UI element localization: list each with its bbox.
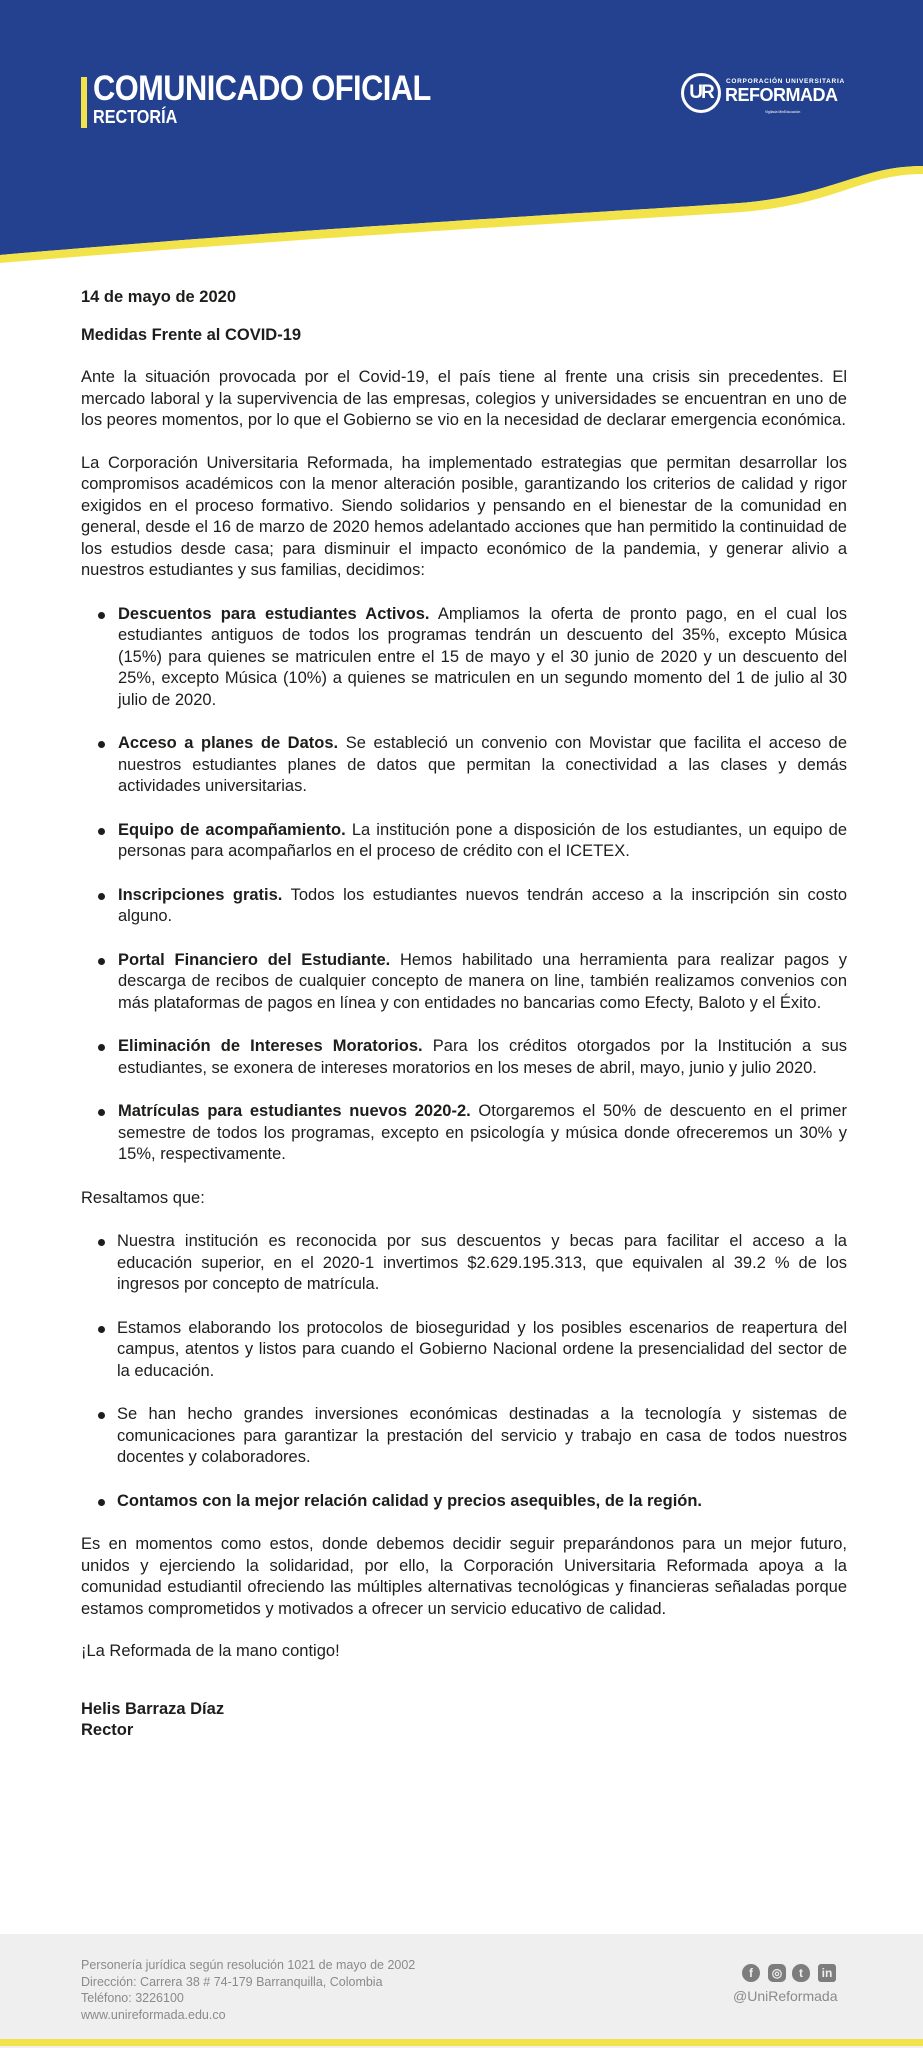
measure-title: Acceso a planes de Datos. [118, 734, 339, 752]
measure-text: Para los créditos otorgados por la Institución a sus estudiantes, se exonera de intereses moratorios en los meses de abril, mayo, junio y julio 2020. [118, 1037, 847, 1077]
title-accent-bar [81, 77, 87, 128]
logo-name: REFORMADA [725, 85, 838, 105]
measures-list [81, 604, 847, 1166]
signature-name: Helis Barraza Díaz [81, 1699, 225, 1718]
facebook-icon[interactable]: f [742, 1964, 760, 1982]
highlights-intro: Resaltamos que: [81, 1188, 205, 1207]
measure-item [81, 885, 847, 928]
logo-top-text: CORPORACIÓN UNIVERSITARIA [726, 78, 845, 85]
measure-text: Hemos habilitado una herramienta para realizar pagos y descarga de recibos de cualquier concepto de manera on line, también realizamos convenios con más plataformas de pagos en línea y con entidades no bancarias como Efecty, Baloto y el Éxito. [118, 950, 848, 1012]
footer-address: Dirección: Carrera 38 # 74-179 Barranquilla, Colombia [81, 1974, 383, 1989]
highlights-list [81, 1231, 847, 1512]
university-logo[interactable] [681, 73, 846, 117]
header-banner [0, 0, 923, 270]
measure-text: Todos los estudiantes nuevos tendrán acceso a la inscripción sin costo alguno. [118, 885, 847, 925]
footer-phone: Teléfono: 3226100 [81, 1991, 184, 2005]
intro-paragraph-2: La Corporación Universitaria Reformada, ha implementado estrategias que permitan desarrollar los compromisos académicos con la menor alteración posible, garantizando los criterios de calidad y rigor exigidos en el proceso formativo. Siendo solidarios y pensando en el bienestar de la comunidad en general, desde el 16 de marzo de 2020 hemos adelantado acciones que han permitido la continuidad de los estudios desde casa; para disminuir el impacto económico de la pandemia, y generar alivio a nuestros estudiantes y sus familias, decidimos: [81, 453, 847, 579]
letter-subject: Medidas Frente al COVID-19 [81, 325, 302, 344]
highlight-item: Estamos elaborando los protocolos de bioseguridad y los posibles escenarios de reapertura del campus, atentos y listos para cuando el Gobierno Nacional ordene la presencialidad del sector de la educación. [81, 1318, 847, 1383]
footer-legal: Personería jurídica según resolución 1021 de mayo de 2002 [81, 1958, 416, 1972]
logo-tagline: Vigilada MinEducación [765, 110, 801, 114]
intro-paragraph-1: Ante la situación provocada por el Covid-19, el país tiene al frente una crisis sin precedentes. El mercado laboral y la supervivencia de las empresas, colegios y universidades se encuentran en uno de los peores momentos, por lo que el Gobierno se vio en la necesidad de declarar emergencia económica. [81, 368, 847, 429]
measure-text: La institución pone a disposición de los estudiantes, un equipo de personas para acompañarlos en el proceso de crédito con el ICETEX. [118, 820, 847, 860]
measure-title: Eliminación de Intereses Moratorios. [118, 1037, 423, 1055]
social-icons [742, 1964, 842, 1984]
measure-item [81, 1101, 847, 1166]
instagram-icon[interactable]: ◎ [768, 1964, 786, 1982]
motto: ¡La Reformada de la mano contigo! [81, 1642, 340, 1660]
highlight-item: Se han hecho grandes inversiones económicas destinadas a la tecnología y sistemas de comunicaciones para garantizar la prestación del servicio y trabajo en casa de todos nuestros docentes y colaboradores. [81, 1404, 847, 1469]
measure-title: Inscripciones gratis. [118, 885, 283, 904]
page-subtitle: RECTORÍA [93, 107, 178, 127]
measure-title: Portal Financiero del Estudiante. [118, 950, 391, 969]
measure-text: Se estableció un convenio con Movistar que facilita el acceso de nuestros estudiantes planes de datos que permitan la conectividad a las clases y demás actividades universitarias. [118, 734, 848, 795]
measure-text: Ampliamos la oferta de pronto pago, en el cual los estudiantes antiguos de todos los programas tendrán un descuento del 35%, excepto Música (15%) para quienes se matriculen entre el 15 de mayo y el 30 junio de 2020 y un descuento del 25%, excepto Música (10%) a quienes se matriculen en un segundo momento del 1 de julio al 30 julio de 2020. [118, 604, 848, 709]
measure-item [81, 733, 847, 798]
footer-info [81, 1957, 415, 2023]
measure-item [81, 950, 847, 1015]
logo-mark: UR [689, 82, 713, 103]
page-title: COMUNICADO OFICIAL [93, 69, 431, 108]
letter-date: 14 de mayo de 2020 [81, 288, 237, 306]
measure-title: Equipo de acompañamiento. [118, 820, 346, 839]
measure-item [81, 1036, 847, 1079]
measure-title: Descuentos para estudiantes Activos. [118, 604, 430, 623]
letter-body [81, 287, 847, 1742]
highlight-item: Nuestra institución es reconocida por sus descuentos y becas para facilitar el acceso a la educación superior, en el 2020-1 invertimos $2.629.195.313, que equivalen al 39.2 % de los ingresos por concepto de matrícula. [81, 1231, 847, 1296]
measure-title: Matrículas para estudiantes nuevos 2020-2. [118, 1102, 471, 1120]
signature-title: Rector [81, 1721, 134, 1739]
twitter-icon[interactable]: t [792, 1964, 810, 1982]
footer-accent-line [0, 2039, 923, 2046]
measure-text: Otorgaremos el 50% de descuento en el primer semestre de todos los programas, excepto en psicología y música donde ofreceremos un 30% y 15%, respectivamente. [118, 1102, 847, 1163]
highlight-item: Contamos con la mejor relación calidad y precios asequibles, de la región. [81, 1491, 847, 1513]
linkedin-icon[interactable]: in [818, 1964, 836, 1982]
measure-item [81, 820, 847, 863]
closing-paragraph: Es en momentos como estos, donde debemos decidir seguir preparándonos para un mejor futuro, unidos y ejerciendo la solidaridad, por ello, la Corporación Universitaria Reformada apoya a la comunidad estudiantil ofreciendo las múltiples alternativas tecnológicas y financieras señaladas porque estamos comprometidos y motivados a ofrecer un servicio educativo de calidad. [81, 1535, 847, 1618]
social-handle[interactable]: @UniReformada [733, 1988, 838, 2004]
footer-website-link[interactable]: www.unireformada.edu.co [81, 2007, 226, 2022]
measure-item [81, 604, 847, 712]
header-wave [0, 0, 923, 270]
